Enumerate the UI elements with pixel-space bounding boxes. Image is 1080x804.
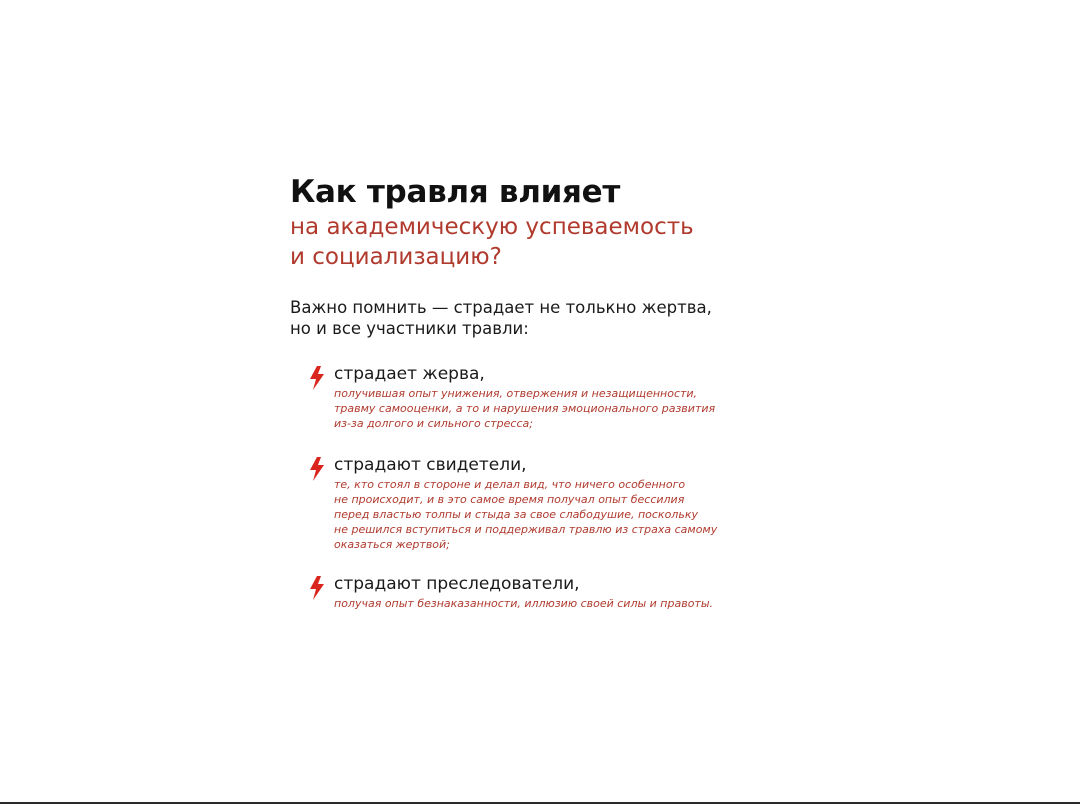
list-item-heading: страдают свидетели, — [334, 455, 527, 475]
lightning-bolt-icon — [309, 457, 325, 481]
intro-line-1: Важно помнить — страдает не толькно жертва, — [290, 298, 712, 317]
description-line: не происходит, и в это самое время получал опыт бессилия — [334, 493, 685, 506]
description-line: получившая опыт унижения, отвержения и незащищенности, — [334, 387, 698, 400]
list-item-description — [334, 386, 810, 431]
list-item-persecutors — [290, 574, 810, 611]
list-item-description — [334, 477, 810, 552]
list-item-witnesses — [290, 455, 810, 552]
slide-content — [290, 172, 810, 635]
page-subtitle-line-2: и социализацию? — [290, 244, 502, 270]
page-subtitle-line-1: на академическую успеваемость — [290, 214, 694, 240]
list-item-victim — [290, 364, 810, 431]
participants-list — [290, 364, 810, 611]
description-line: те, кто стоял в стороне и делал вид, что ничего особенного — [334, 478, 686, 491]
lightning-bolt-icon — [309, 366, 325, 390]
list-item-description — [334, 596, 810, 611]
description-line: из-за долгого и сильного стресса; — [334, 417, 533, 430]
description-line: перед властью толпы и стыда за свое слабодушие, поскольку — [334, 508, 698, 521]
description-line: получая опыт безнаказанности, иллюзию своей силы и правоты. — [334, 597, 714, 610]
page-title: Как травля влияет — [290, 174, 621, 210]
intro-line-2: но и все участники травли: — [290, 319, 529, 338]
intro-text — [290, 297, 810, 339]
description-line: не решился вступиться и поддерживал травлю из страха самому — [334, 523, 718, 536]
description-line: травму самооценки, а то и нарушения эмоционального развития — [334, 402, 716, 415]
description-line: оказаться жертвой; — [334, 538, 450, 551]
lightning-bolt-icon — [309, 576, 325, 600]
list-item-heading: страдают преследователи, — [334, 574, 580, 594]
list-item-heading: страдает жерва, — [334, 364, 485, 384]
